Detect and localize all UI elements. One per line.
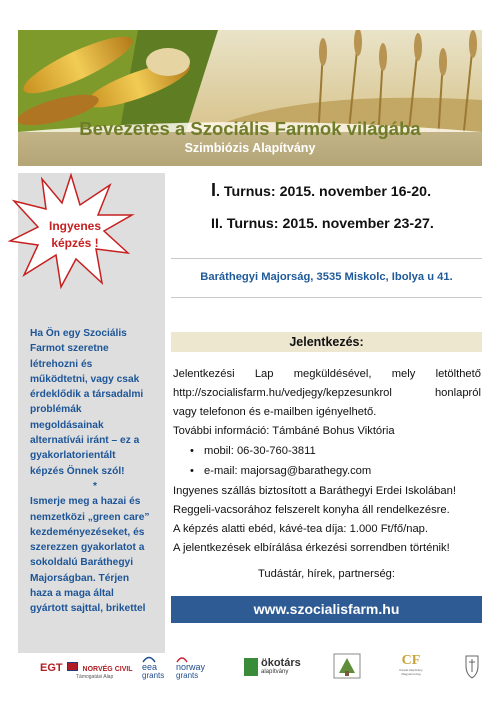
page-subtitle: Szimbiózis Alapítvány bbox=[184, 141, 316, 155]
norway-flag-icon bbox=[67, 662, 78, 671]
page-title: Bevezetés a Szociális Farmok világába bbox=[79, 118, 421, 139]
knowledge-base-label: Tudástár, hírek, partnerség: bbox=[257, 568, 395, 580]
venue-address: Baráthegyi Majorság, 3535 Miskolc, Ibolya u 41. bbox=[200, 271, 453, 283]
eea-grants-logo: eea grants bbox=[142, 655, 174, 680]
registration-line-1: Jelentkezési Lap megküldésével, mely letölthető bbox=[173, 368, 481, 380]
sidebar-text: Ha Ön egy Szociális Farmot szeretne létrehozni és működtetni, vagy csak érdeklődik a társadalmi problémák megoldásainak alternatívái iránt – ez a gyakorlatorientált képzés Önnek szól! * Ismerje meg a hazai és nemzetközi „green care” kezdeményezéseket, és szerezzen gyakorlatot a sokoldalú Baráthegyi Majorságban. Térjen haza a maga által gyártott sajttal, brikettel bbox=[30, 326, 160, 617]
lodging-info: Ingyenes szállás biztosított a Baráthegyi Erdei Iskolában! bbox=[173, 485, 456, 497]
registration-heading: Jelentkezés: bbox=[171, 332, 482, 352]
okotars-square-icon bbox=[244, 658, 258, 676]
separator-asterisk: * bbox=[93, 480, 97, 492]
registration-line-3: vagy telefonon és e-mailben igényelhető. bbox=[173, 406, 377, 418]
norway-grants-logo: norway grants bbox=[176, 655, 226, 680]
partner-logo-crest bbox=[462, 654, 482, 680]
kárpát-alapítvány-logo: CF Kárpát Alapítvány Magyarország bbox=[399, 653, 423, 676]
website-link[interactable]: www.szocialisfarm.hu bbox=[171, 596, 482, 623]
mobile-number: • mobil: 06-30-760-3811 bbox=[204, 445, 474, 457]
kitchen-info: Reggeli-vacsorához felszerelt konyha áll rendelkezésre. bbox=[173, 504, 450, 516]
partner-logo-tree bbox=[333, 653, 361, 679]
egt-logo: EGT NORVÉG CIVIL Támogatási Alap bbox=[40, 662, 133, 680]
okotars-logo: ökotárs alapítvány bbox=[244, 657, 310, 681]
free-training-label: Ingyenes képzés ! bbox=[48, 219, 102, 250]
tree-icon bbox=[333, 653, 361, 679]
meal-fee-info: A képzés alatti ebéd, kávé-tea díja: 1.000 Ft/fő/nap. bbox=[173, 523, 428, 535]
session-2-dates: II. Turnus: 2015. november 23-27. bbox=[211, 216, 434, 232]
crest-icon bbox=[462, 654, 482, 680]
registration-link[interactable]: http://szocialisfarm.hu/vedjegy/kepzesunkrol honlapról bbox=[173, 387, 481, 399]
order-info: A jelentkezések elbírálása érkezési sorrendben történik! bbox=[173, 542, 450, 554]
address-box bbox=[171, 258, 482, 298]
email-address[interactable]: • e-mail: majorsag@barathegy.com bbox=[204, 465, 474, 477]
contact-person: További információ: Támbáné Bohus Viktória bbox=[173, 425, 395, 437]
session-1-dates: I. Turnus: 2015. november 16-20. bbox=[211, 180, 432, 200]
